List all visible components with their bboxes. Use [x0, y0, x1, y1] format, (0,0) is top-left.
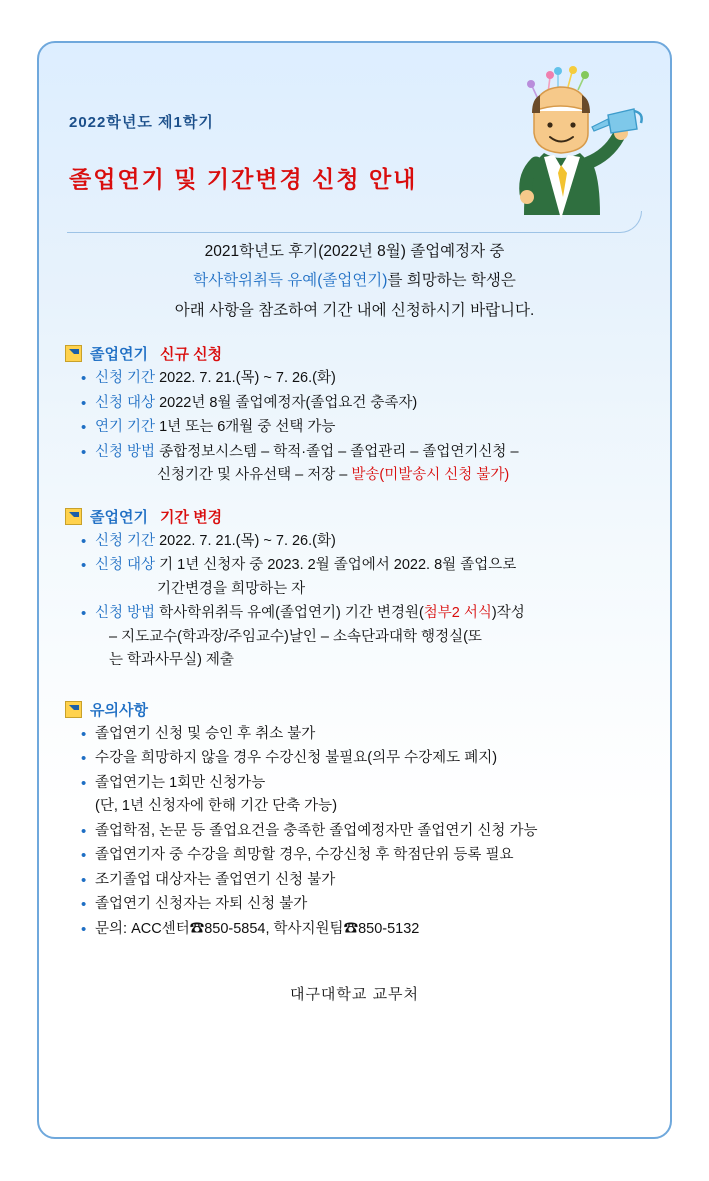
item-text-line2: – 지도교수(학과장/주임교수)날인 – 소속단과대학 행정실(또	[109, 628, 482, 645]
list-item	[79, 772, 644, 819]
list-item: • 수강을 희망하지 않을 경우 수강신청 불필요(의무 수강제도 폐지)	[79, 747, 644, 770]
item-text: 1년 또는 6개월 중 선택 가능	[159, 419, 336, 436]
notice-poster	[37, 41, 672, 1139]
arrow-bullet-icon	[65, 701, 82, 718]
item-text-after: )작성	[491, 605, 525, 622]
list-item: • 졸업연기 신청 및 승인 후 취소 불가	[79, 723, 644, 746]
item-label: 신청 방법	[95, 443, 156, 460]
item-text-line3: 는 학과사무실) 제출	[109, 652, 234, 669]
list-item	[79, 392, 644, 415]
list-item	[79, 554, 644, 601]
list-item	[79, 602, 644, 672]
list-item: • 문의: ACC센터☎850-5854, 학사지원팀☎850-5132	[79, 918, 644, 941]
section-notice	[39, 699, 670, 941]
section-title-main: 졸업연기	[90, 508, 148, 526]
list-item: • 졸업학점, 논문 등 졸업요건을 충족한 졸업예정자만 졸업연기 신청 가능	[79, 820, 644, 843]
section-item-list	[65, 367, 644, 487]
item-label: 신청 기간	[95, 532, 156, 549]
item-text-line2	[95, 464, 644, 487]
intro-line-1: 2021학년도 후기(2022년 8월) 졸업예정자 중	[204, 243, 505, 260]
section-heading	[65, 343, 644, 364]
list-item: • 조기졸업 대상자는 졸업연기 신청 불가	[79, 869, 644, 892]
page-title: 졸업연기 및 기간변경 신청 안내	[69, 166, 418, 192]
intro-paragraph	[39, 237, 670, 325]
arrow-bullet-icon	[65, 345, 82, 362]
semester-label: 2022학년도 제1학기	[69, 114, 214, 131]
section-title-accent: 기간 변경	[159, 508, 223, 526]
item-text-line2: 기간변경을 희망하는 자	[157, 580, 306, 597]
item-text-line2-accent: 발송(미발송시 신청 불가)	[351, 467, 510, 484]
intro-line-2-rest: 를 희망하는 학생은	[387, 272, 516, 290]
intro-line-3: 아래 사항을 참조하여 기간 내에 신청하시기 바랍니다.	[174, 301, 535, 319]
student-mascot-illustration	[488, 59, 648, 219]
item-label: 연기 기간	[95, 419, 156, 436]
item-label: 신청 기간	[95, 370, 156, 387]
section-new-application	[39, 343, 670, 487]
item-text-line2-part1: 신청기간 및 사유선택 – 저장 –	[157, 467, 348, 484]
intro-line-2	[39, 266, 670, 295]
item-text: 종합정보시스템 – 학적·졸업 – 졸업관리 – 졸업연기신청 –	[159, 443, 519, 460]
section-title-accent: 신규 신청	[159, 346, 223, 364]
item-label: 신청 대상	[95, 394, 156, 411]
item-text: 기 1년 신청자 중 2023. 2월 졸업에서 2022. 8월 졸업으로	[159, 557, 517, 574]
section-heading	[65, 506, 644, 527]
section-period-change	[39, 506, 670, 673]
section-title-main: 졸업연기	[90, 346, 148, 364]
list-item	[79, 416, 644, 439]
poster-header	[39, 43, 670, 213]
item-label: 신청 방법	[95, 605, 156, 622]
arrow-bullet-icon	[65, 508, 82, 525]
item-label: 신청 대상	[95, 557, 156, 574]
item-text: 2022년 8월 졸업예정자(졸업요건 충족자)	[159, 394, 418, 411]
item-text: 2022. 7. 21.(목) ~ 7. 26.(화)	[159, 532, 336, 549]
item-text: 졸업연기는 1회만 신청가능	[95, 774, 266, 791]
item-text-accent: 첨부2 서식	[423, 605, 492, 622]
item-text-line2: (단, 1년 신청자에 한해 기간 단축 가능)	[95, 798, 338, 815]
item-text: 2022. 7. 21.(목) ~ 7. 26.(화)	[159, 370, 336, 387]
list-item	[79, 441, 644, 488]
issuing-office: 대구대학교 교무처	[289, 986, 420, 1003]
list-item: • 졸업연기 신청자는 자퇴 신청 불가	[79, 893, 644, 916]
section-title-main: 유의사항	[90, 701, 148, 719]
item-text: 학사학위취득 유예(졸업연기) 기간 변경원(	[159, 605, 424, 622]
intro-line-2-highlight: 학사학위취득 유예(졸업연기)	[193, 272, 388, 290]
list-item	[79, 367, 644, 390]
list-item: • 졸업연기자 중 수강을 희망할 경우, 수강신청 후 학점단위 등록 필요	[79, 844, 644, 867]
list-item	[79, 530, 644, 553]
notice-item-list	[65, 723, 644, 941]
section-heading	[65, 699, 644, 720]
section-item-list	[65, 530, 644, 673]
